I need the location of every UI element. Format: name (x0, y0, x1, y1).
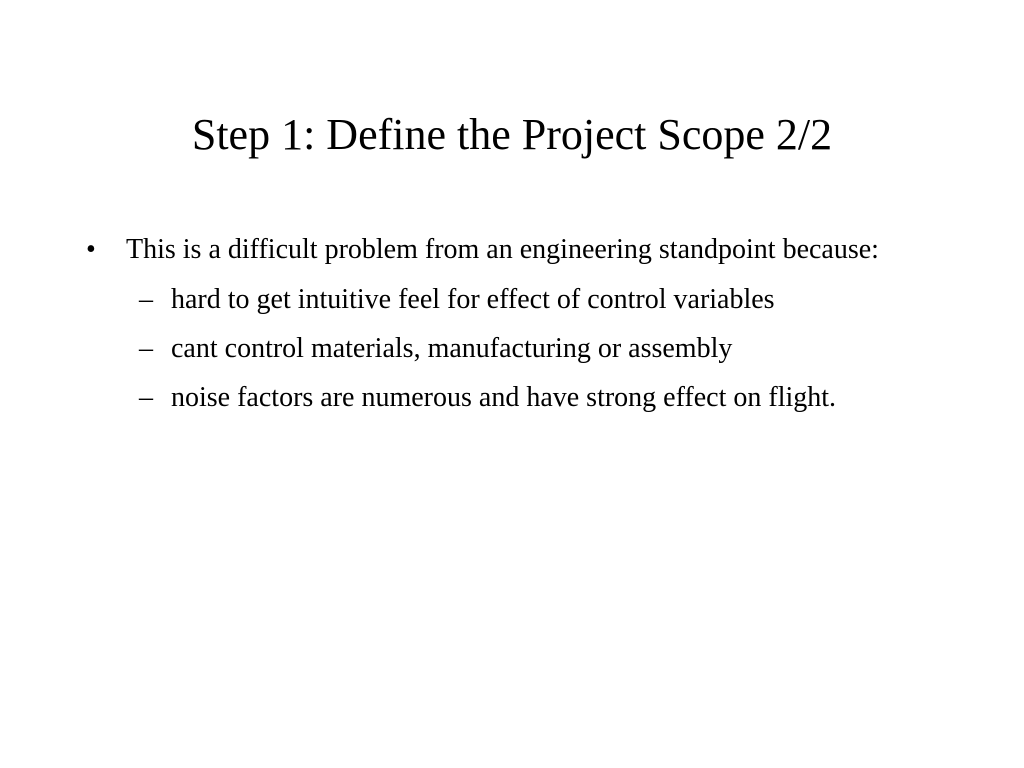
sub-bullet-text: noise factors are numerous and have strong effect on flight. (171, 382, 837, 413)
sub-bullet-marker: – (139, 333, 153, 364)
sub-bullet-item (86, 330, 936, 368)
sub-bullet-list (86, 281, 936, 417)
slide-content (86, 231, 936, 428)
bullet-item (86, 231, 936, 269)
slide-title: Step 1: Define the Project Scope 2/2 (191, 110, 833, 159)
sub-bullet-text: cant control materials, manufacturing or assembly (171, 333, 733, 364)
sub-bullet-marker: – (139, 284, 153, 315)
sub-bullet-item (86, 281, 936, 319)
bullet-text: This is a difficult problem from an engineering standpoint because: (126, 234, 879, 265)
sub-bullet-marker: – (139, 382, 153, 413)
bullet-marker: • (86, 234, 96, 265)
sub-bullet-text: hard to get intuitive feel for effect of control variables (171, 284, 775, 315)
sub-bullet-item (86, 379, 936, 417)
